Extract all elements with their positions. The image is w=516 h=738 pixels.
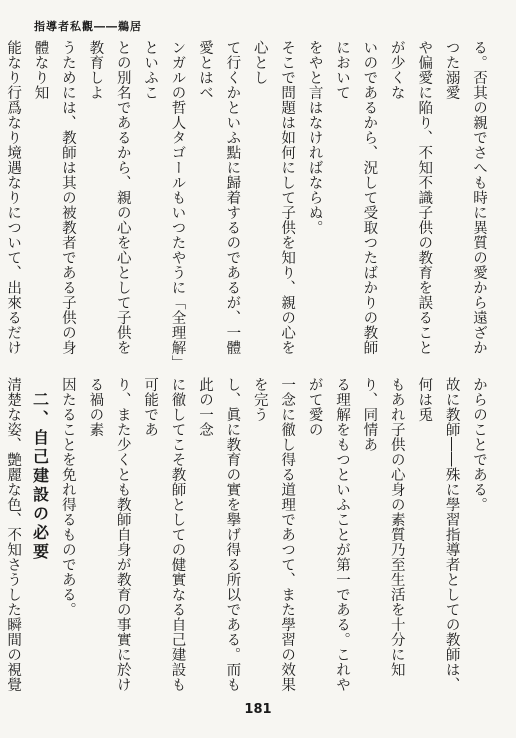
lower-text-block <box>5 377 492 695</box>
page-number: 181 <box>244 702 272 717</box>
text-column: ンガルの哲人タゴールもいつたやうに「全理解」といふこ <box>142 40 186 363</box>
text-column: もあれ子供の心身の素質乃至生活を十分に知り、同情あ <box>361 377 405 677</box>
text-column: をやと言はなければならぬ。 <box>306 40 323 235</box>
text-column: り、また少くとも教師自身が教育の事實に於ける禍の素 <box>87 377 131 692</box>
text-column: 故に教師――殊に學習指導者としての教師は、何は兎 <box>416 377 460 692</box>
text-column: に徹してこそ教師としての健實なる自己建設も可能であ <box>142 377 186 692</box>
text-column: からのことである。 <box>471 377 487 512</box>
text-column: 一念に徹し得る道理であつて、また學習の效果を完う <box>251 377 296 692</box>
text-column: 清楚な姿、艶麗な色、不知さうした瞬間の視覺 <box>5 377 22 692</box>
text-column: うためには、教師は其の被教者である子供の身體なり知 <box>32 40 76 355</box>
text-column: 能なり行爲なり境遇なりについて、出來るだけ <box>5 40 22 355</box>
text-column: る理解をもつといふことが第一である。これやがて愛の <box>306 377 350 692</box>
text-column: いのであるから、況して受取つたばかりの教師において <box>333 40 378 355</box>
upper-text-block <box>5 40 492 366</box>
text-column: る。否其の親でさへも時に異質の愛から遠ざかつた溺愛 <box>443 40 487 355</box>
text-column: や偏愛に陥り、不知不識子供の教育を誤ることが少くな <box>388 40 433 355</box>
text-column: て行くかといふ點に歸着するのであるが、一體愛とはベ <box>196 40 241 355</box>
text-column: そこで問題は如何にして子供を知り、親の心を心とし <box>251 40 296 355</box>
text-column: し、眞に教育の實を擧げ得る所以である。而も此の一念 <box>196 377 241 692</box>
text-column: との別名であるから、親の心を心として子供を教育しよ <box>87 40 131 355</box>
running-header: 指導者私觀――鵜居 <box>34 20 142 33</box>
section-heading: 二、自己建設の必要 <box>30 391 50 562</box>
text-column: 因たることを免れ得るものである。 <box>59 377 76 617</box>
